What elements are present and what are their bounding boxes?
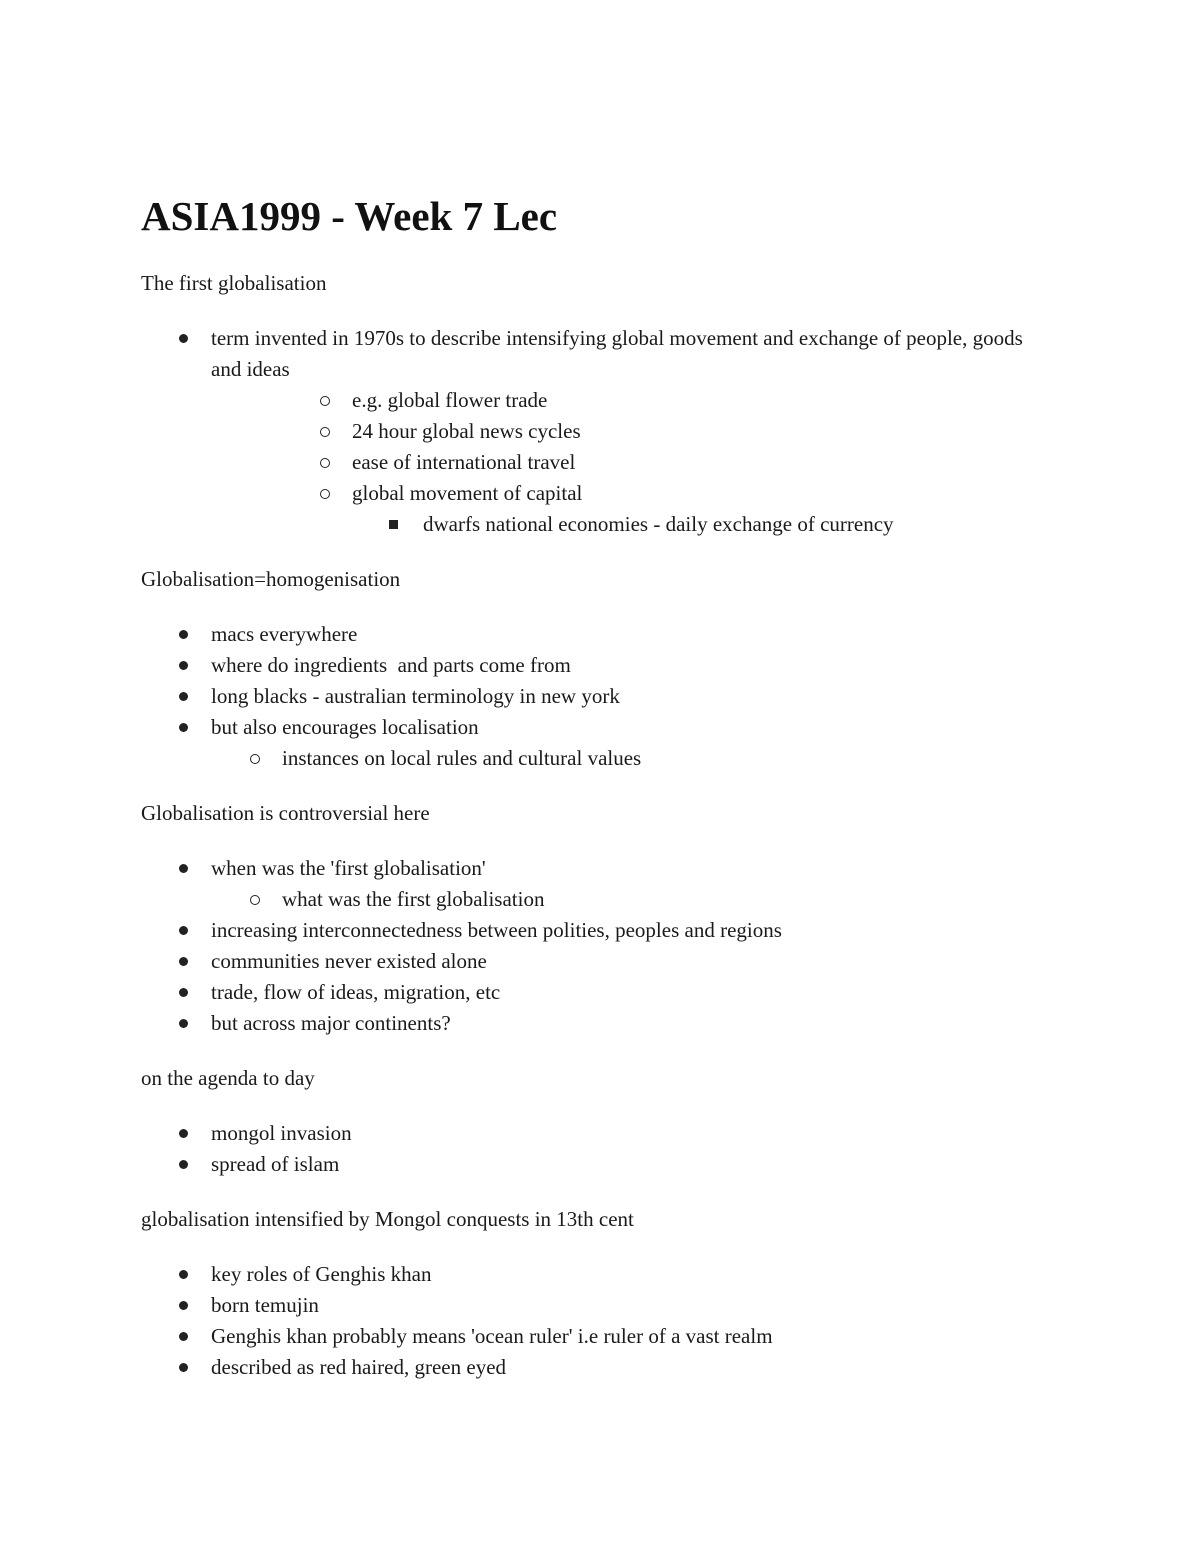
bullet-circle-icon: [250, 743, 260, 774]
list-item: [141, 915, 1041, 946]
bullet-dot-icon: [179, 946, 188, 977]
bullet-dot-icon: [179, 1008, 188, 1039]
list-item: [141, 1118, 1041, 1149]
bullet-dot-icon: [179, 977, 188, 1008]
bullet-dot-icon: [179, 650, 188, 681]
section-heading: on the agenda to day: [141, 1066, 315, 1090]
sub-list-item-text: 24 hour global news cycles: [352, 419, 581, 443]
list-item: [141, 1149, 1041, 1180]
sub-list-item-text: global movement of capital: [352, 481, 583, 505]
list-item: [141, 853, 1041, 915]
bullet-dot-icon: [179, 1149, 188, 1180]
bullet-dot-icon: [179, 1321, 188, 1352]
list-item-text: but also encourages localisation: [211, 715, 479, 739]
section-heading: Globalisation=homogenisation: [141, 567, 401, 591]
list-item: [141, 1290, 1041, 1321]
bullet-circle-icon: [320, 447, 330, 478]
bullet-dot-icon: [179, 915, 188, 946]
bullet-dot-icon: [179, 1352, 188, 1383]
list-item-text: communities never existed alone: [211, 949, 487, 973]
bullet-dot-icon: [179, 1259, 188, 1290]
list-item-text: term invented in 1970s to describe intensifying global movement and exchange of people, goods and ideas: [211, 326, 1023, 381]
bullet-circle-icon: [320, 416, 330, 447]
sub-list-item: [141, 743, 1041, 774]
sub-list: [211, 385, 1041, 540]
list-item-text: trade, flow of ideas, migration, etc: [211, 980, 501, 1004]
list-item-text: spread of islam: [211, 1152, 340, 1176]
list-item: [141, 977, 1041, 1008]
list-item-text: Genghis khan probably means 'ocean ruler' i.e ruler of a vast realm: [211, 1324, 773, 1348]
sub-sub-list-item-text: dwarfs national economies - daily exchange of currency: [423, 512, 894, 536]
sub-sub-list: [211, 509, 1041, 540]
bullet-dot-icon: [179, 619, 188, 650]
sub-list-item: [211, 478, 1041, 540]
list-item: [141, 619, 1041, 650]
bullet-circle-icon: [320, 385, 330, 416]
list-item: [141, 1321, 1041, 1352]
bullet-list: [141, 853, 1041, 1039]
bullet-list: [141, 323, 1041, 540]
list-item-text: described as red haired, green eyed: [211, 1355, 507, 1379]
sub-list-item: [211, 447, 1041, 478]
list-item: [141, 650, 1041, 681]
list-item: [141, 1352, 1041, 1383]
bullet-list: [141, 619, 1041, 774]
bullet-dot-icon: [179, 712, 188, 743]
bullet-dot-icon: [179, 1118, 188, 1149]
list-item-text: where do ingredients and parts come from: [211, 653, 571, 677]
sub-list-item-text: ease of international travel: [352, 450, 576, 474]
sub-sub-list-item: [211, 509, 1041, 540]
sub-list: [141, 884, 1041, 915]
list-item: [141, 323, 1041, 540]
bullet-dot-icon: [179, 1290, 188, 1321]
page-title: ASIA1999 - Week 7 Lec: [141, 193, 558, 239]
list-item-text: mongol invasion: [211, 1121, 352, 1145]
list-item: [141, 712, 1041, 774]
list-item: [141, 681, 1041, 712]
bullet-square-icon: [389, 509, 398, 540]
bullet-circle-icon: [250, 884, 260, 915]
bullet-dot-icon: [179, 323, 188, 354]
section-heading: The first globalisation: [141, 271, 327, 295]
sub-list-item-text: e.g. global flower trade: [352, 388, 548, 412]
section-heading: globalisation intensified by Mongol conquests in 13th cent: [141, 1207, 634, 1231]
document-page: [141, 190, 1041, 1407]
list-item-text: born temujin: [211, 1293, 319, 1317]
list-item-text: increasing interconnectedness between polities, peoples and regions: [211, 918, 782, 942]
list-item-text: macs everywhere: [211, 622, 358, 646]
list-item-text: long blacks - australian terminology in new york: [211, 684, 620, 708]
bullet-list: [141, 1259, 1041, 1383]
bullet-list: [141, 1118, 1041, 1180]
sub-list-item-text: what was the first globalisation: [282, 887, 545, 911]
sub-list: [141, 743, 1041, 774]
bullet-circle-icon: [320, 478, 330, 509]
sub-list-item: [141, 884, 1041, 915]
list-item: [141, 1259, 1041, 1290]
sub-list-item-text: instances on local rules and cultural values: [282, 746, 642, 770]
sub-list-item: [211, 416, 1041, 447]
list-item-text: when was the 'first globalisation': [211, 856, 486, 880]
bullet-dot-icon: [179, 853, 188, 884]
bullet-dot-icon: [179, 681, 188, 712]
list-item: [141, 946, 1041, 977]
list-item: [141, 1008, 1041, 1039]
list-item-text: key roles of Genghis khan: [211, 1262, 432, 1286]
list-item-text: but across major continents?: [211, 1011, 451, 1035]
section-heading: Globalisation is controversial here: [141, 801, 430, 825]
sub-list-item: [211, 385, 1041, 416]
